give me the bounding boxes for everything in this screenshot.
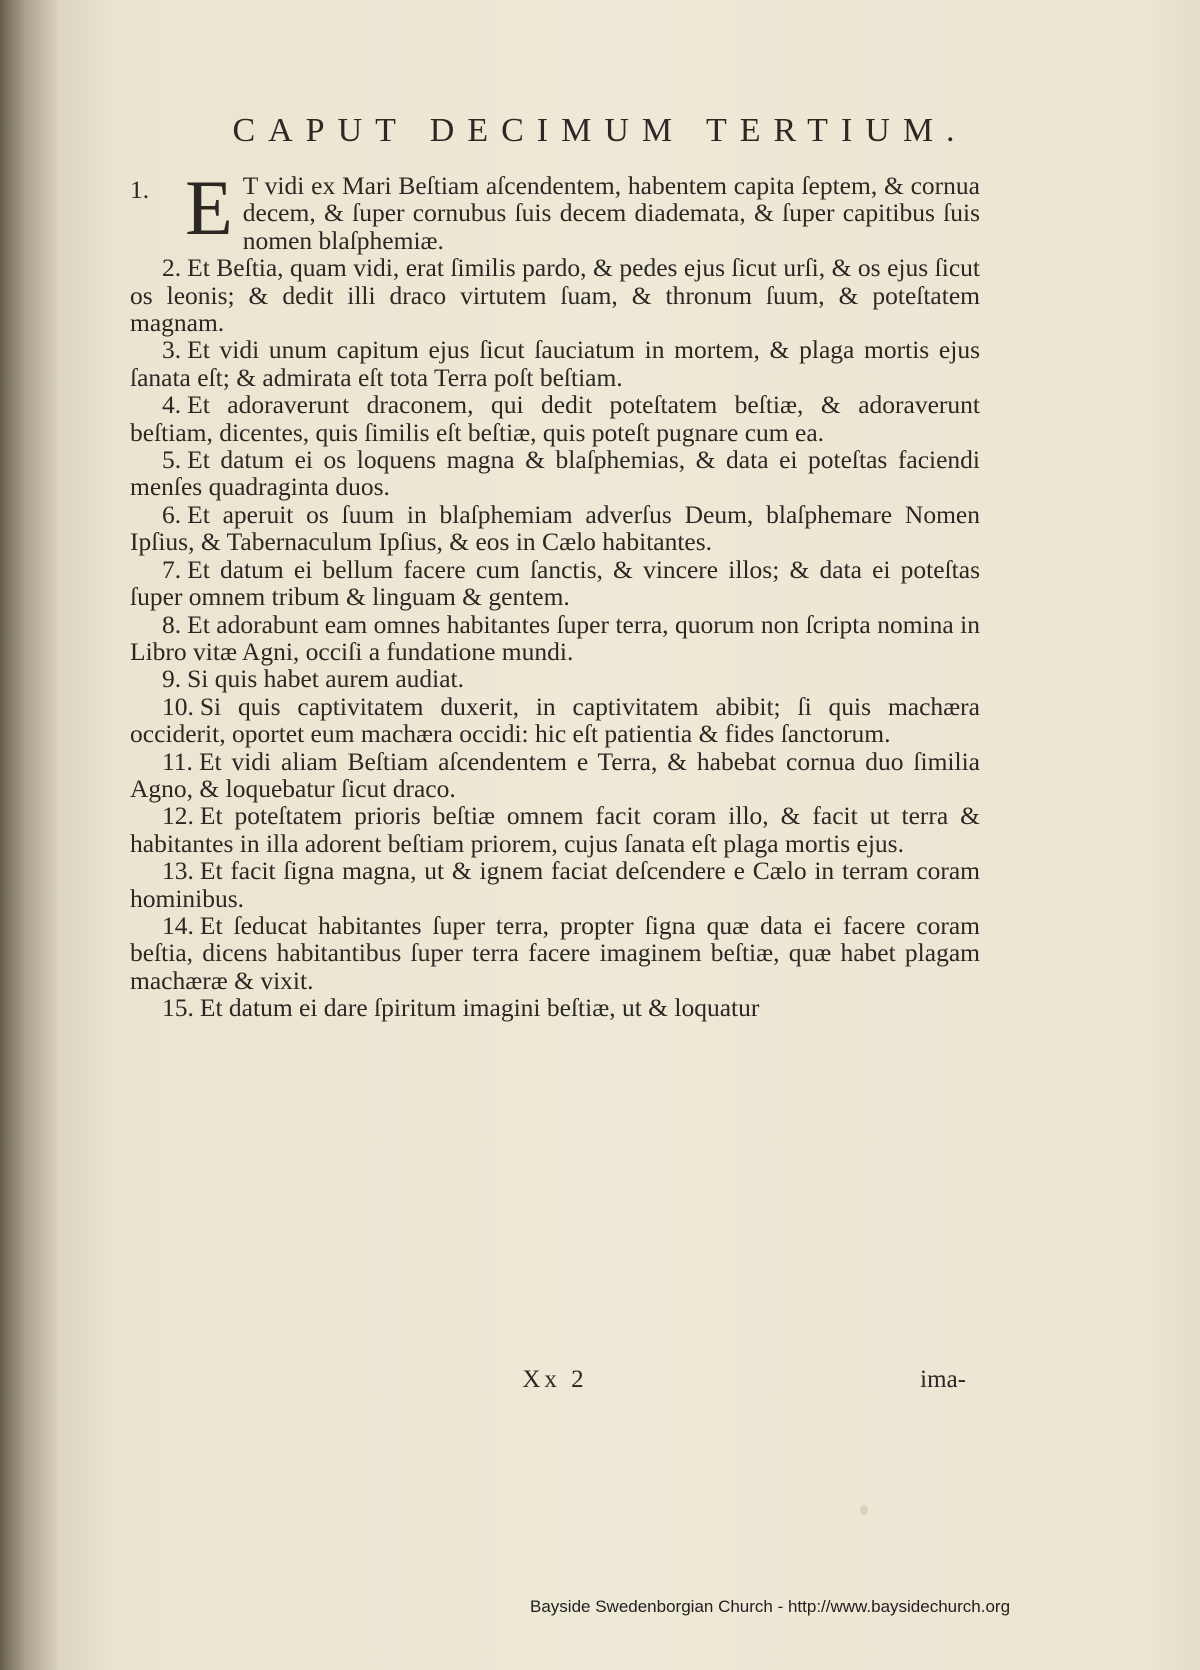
verse-number: 4. [162,390,182,420]
verse-7 [130,556,980,611]
verse-number: 5. [162,445,182,475]
verse-body: Et aperuit os ſuum in blaſphemiam adverſus Deum, blaſphemare Nomen Ipſius, & Tabernaculum Ipſius, & eos in Cælo habitantes. [130,499,980,557]
verse-number: 9. [162,664,182,694]
verse-1 [130,164,980,255]
verse-number: 1. [130,175,150,204]
verse-number: 10. [162,691,194,721]
paper-stain [860,1505,868,1515]
verse-body: Et vidi unum capitum ejus ſicut ſauciatum in mortem, & plaga mortis ejus ſanata eſt; & admirata eſt tota Terra poſt beſtiam. [130,335,980,392]
verse-number: 6. [162,499,182,529]
page-footer [130,1366,980,1396]
verse-body: Et datum ei bellum facere cum ſanctis, & vincere illos; & data ei poteſtas ſuper omnem tribum & linguam & gentem. [130,554,980,612]
verse-body: Et Beſtia, quam vidi, erat ſimilis pardo, & pedes ejus ſicut urſi, & os ejus ſicut os leonis; & dedit illi draco virtutem ſuam, & thronum ſuum, & poteſtatem magnam. [130,253,980,338]
verse-body: Si quis habet aurem audiat. [187,664,465,694]
verse-3 [130,336,980,391]
verse-5 [130,446,980,501]
catchword: ima- [920,1366,966,1393]
verse-number: 13. [162,856,194,886]
verse-body: Et poteſtatem prioris beſtiæ omnem facit coram illo, & facit ut terra & habitantes in illa adorent beſtiam priorem, cujus ſanata eſt plaga mortis ejus. [130,801,980,858]
verse-2 [130,254,980,336]
verse-body: Et datum ei dare ſpiritum imagini beſtiæ, ut & loquatur [199,993,760,1023]
verse-body: Et adorabunt eam omnes habitantes ſuper terra, quorum non ſcripta nomina in Libro vitæ Agni, occiſi a fundatione mundi. [130,609,980,666]
verse-11 [130,748,980,803]
verse-body: Et facit ſigna magna, ut & ignem faciat deſcendere e Cælo in terram coram hominibus. [130,856,980,913]
verse-9 [130,665,980,692]
verse-14 [130,912,980,994]
verse-number: 12. [162,801,194,831]
verse-12 [130,802,980,857]
verse-number: 15. [162,993,194,1023]
verse-body: T vidi ex Mari Beſtiam aſcendentem, habentem capita ſeptem, & cornua decem, & ſuper cornubus ſuis decem diademata, & ſuper capitibus ſuis nomen blaſphemiæ. [242,171,980,255]
verse-number: 7. [162,554,182,584]
verse-body: Si quis captivitatem duxerit, in captivitatem abibit; ſi quis machæra occiderit, oportet eum machæra occidi: hic eſt patientia & fides ſanctorum. [130,691,980,749]
verse-body: Et vidi aliam Beſtiam aſcendentem e Terra, & habebat cornua duo ſimilia Agno, & loquebatur ſicut draco. [130,746,980,803]
book-gutter-shadow [0,0,120,1670]
verse-13 [130,857,980,912]
verse-body: Et datum ei os loquens magna & blaſphemias, & data ei poteſtas faciendi menſes quadraginta duos. [130,445,980,502]
verse-4 [130,391,980,446]
verse-number: 8. [162,609,182,639]
verse-text-block [130,164,980,1023]
verse-15 [130,994,980,1021]
verse-number: 11. [162,746,193,776]
verse-number: 14. [162,910,194,940]
verse-8 [130,611,980,666]
verse-10 [130,693,980,748]
verse-body: Et ſeducat habitantes ſuper terra, propter ſigna quæ data ei facere coram beſtia, dicens habitantibus ſuper terra facere imaginem beſtiæ, quæ habet plagam machæræ & vixit. [130,910,980,995]
verse-body: Et adoraverunt draconem, qui dedit poteſtatem beſtiæ, & adoraverunt beſtiam, dicentes, quis ſimilis eſt beſtiæ, quis poteſt pugnare cum ea. [130,390,980,447]
verse-6 [130,501,980,556]
drop-cap-letter: E [185,164,233,251]
verse-number: 2. [162,253,182,283]
website-watermark: Bayside Swedenborgian Church - http://www.baysidechurch.org [530,1597,1011,1616]
verse-number: 3. [162,335,182,365]
signature-mark: Xx 2 [522,1366,588,1393]
chapter-heading: CAPUT DECIMUM TERTIUM. [232,112,968,149]
